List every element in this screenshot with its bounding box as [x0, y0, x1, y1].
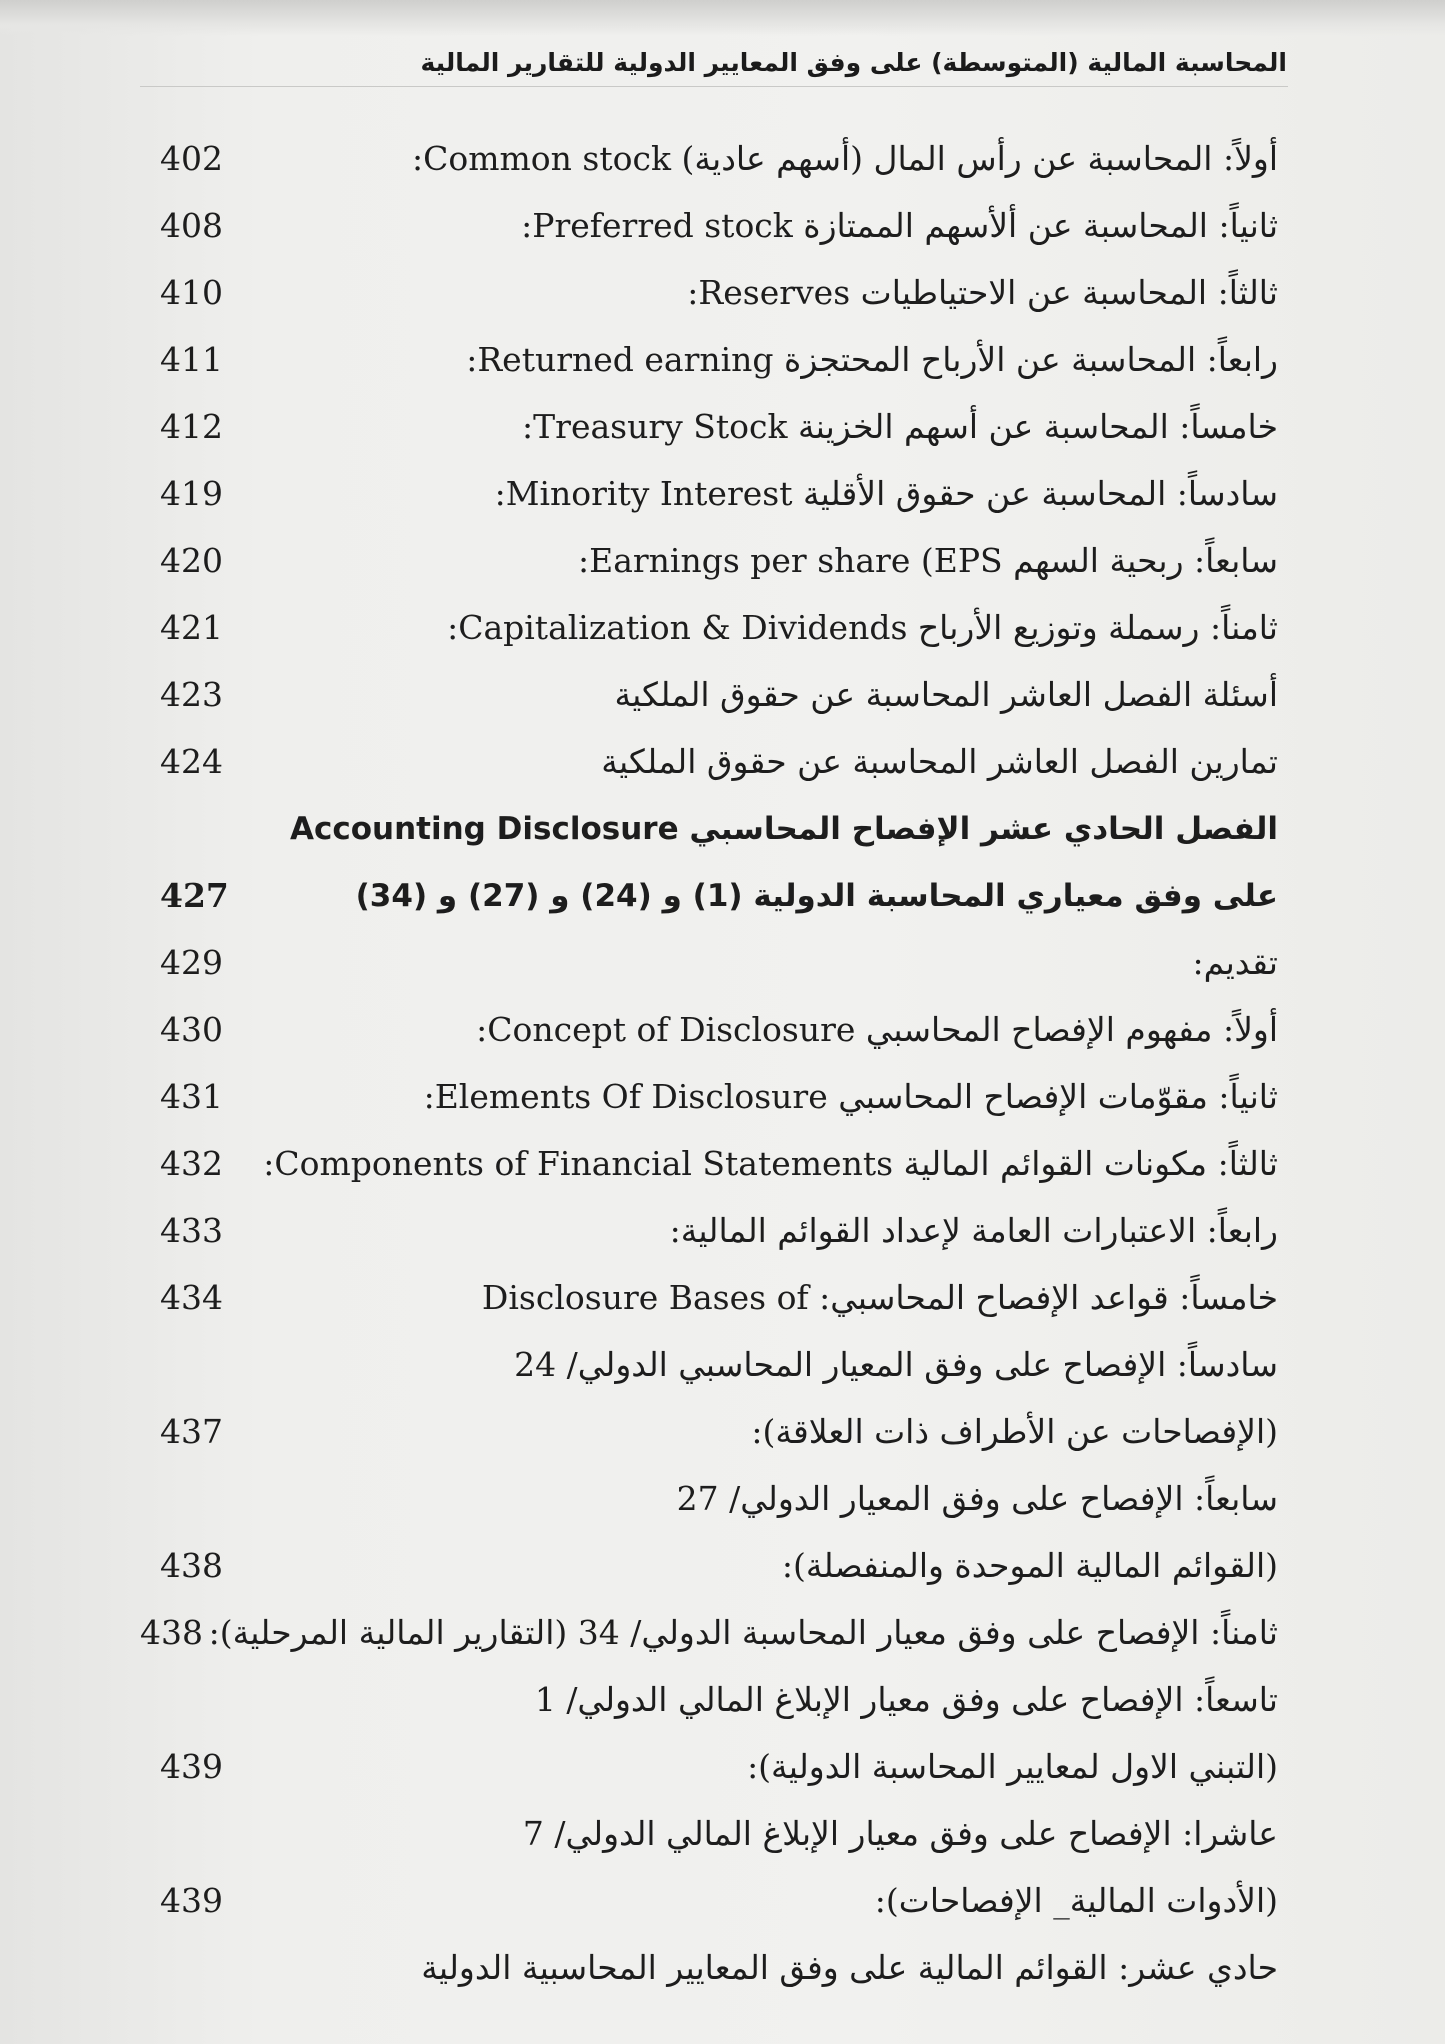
toc-entry-page: 424: [160, 742, 223, 781]
toc-entry-page: 438: [160, 1546, 223, 1585]
toc-entry-title: رابعاً: الاعتبارات العامة لإعداد القوائم المالية:: [669, 1211, 1278, 1250]
toc-entry-page: 437: [160, 1412, 223, 1451]
toc-entry-title: عاشرا: الإفصاح على وفق معيار الإبلاغ المالي الدولي/ 7: [522, 1814, 1278, 1853]
toc-entry-page: 432: [160, 1144, 223, 1183]
toc-entry-title: تاسعاً: الإفصاح على وفق معيار الإبلاغ المالي الدولي/ 1: [534, 1680, 1278, 1719]
toc-entry-page: 429: [160, 943, 223, 982]
toc-entry-title: أولاً: المحاسبة عن رأس المال (أسهم عادية) Common stock:: [411, 139, 1278, 178]
chapter-title: الفصل الحادي عشر الإفصاح المحاسبي Accounting Disclosure: [289, 811, 1278, 847]
toc-entry-page: 419: [160, 474, 223, 513]
toc-entry-page: 423: [160, 675, 223, 714]
toc-entry-page: 402: [160, 139, 223, 178]
toc-entry-page: 421: [160, 608, 223, 647]
toc-entry-page: 433: [160, 1211, 223, 1250]
toc-entry-page: 411: [160, 340, 223, 379]
toc-entry-title: (الإفصاحات عن الأطراف ذات العلاقة):: [751, 1412, 1278, 1451]
toc-entry-title: خامساً: المحاسبة عن أسهم الخزينة Treasury Stock:: [522, 407, 1278, 446]
toc-entry-page: 439: [160, 1747, 223, 1786]
toc-entry-page: 434: [160, 1278, 223, 1317]
toc-entry-page: 430: [160, 1010, 223, 1049]
toc-entry-title: ثامناً: رسملة وتوزيع الأرباح Capitalization & Dividends:: [447, 608, 1278, 647]
toc-entry-title: ثانياً: المحاسبة عن ألأسهم الممتازة Preferred stock:: [521, 206, 1278, 245]
toc-entry-title: سابعاً: ربحية السهم Earnings per share (EPS:: [578, 541, 1278, 580]
toc-entry-title: ثامناً: الإفصاح على وفق معيار المحاسبة الدولي/ 34 (التقارير المالية المرحلية):: [208, 1613, 1278, 1652]
toc-entry-title: أولاً: مفهوم الإفصاح المحاسبي Concept of Disclosure:: [476, 1010, 1278, 1049]
toc-entry-page: 412: [160, 407, 223, 446]
toc-entry-page: 427: [160, 876, 229, 915]
toc-entry-title: سابعاً: الإفصاح على وفق المعيار الدولي/ 27: [676, 1479, 1278, 1518]
toc-entry-title: (القوائم المالية الموحدة والمنفصلة):: [781, 1546, 1278, 1585]
toc-entry-page: 431: [160, 1077, 223, 1116]
toc-entry-page: 410: [160, 273, 223, 312]
chapter-subtitle: على وفق معياري المحاسبة الدولية (1) و (24) و (27) و (34): [355, 878, 1278, 914]
toc-entry-title: خامساً: قواعد الإفصاح المحاسبي: Disclosure Bases of: [481, 1278, 1278, 1317]
toc-entry-page: 420: [160, 541, 223, 580]
toc-entry-title: سادساً: الإفصاح على وفق المعيار المحاسبي الدولي/ 24: [514, 1345, 1278, 1384]
toc-entry-title: تقديم:: [1192, 943, 1278, 982]
toc-entry-page: 438: [140, 1613, 203, 1652]
toc-entry-title: (الأدوات المالية_ الإفصاحات):: [874, 1881, 1278, 1920]
running-header: المحاسبة المالية (المتوسطة) على وفق المعايير الدولية للتقارير المالية: [420, 48, 1287, 77]
toc-entry-title: حادي عشر: القوائم المالية على وفق المعايير المحاسبية الدولية: [421, 1948, 1278, 1987]
toc-entry-title: ثانياً: مقوّمات الإفصاح المحاسبي Elements Of Disclosure:: [423, 1077, 1278, 1116]
toc-entry-title: رابعاً: المحاسبة عن الأرباح المحتجزة Returned earning:: [466, 340, 1278, 379]
toc-entry-title: أسئلة الفصل العاشر المحاسبة عن حقوق الملكية: [614, 675, 1278, 714]
toc-entry-title: (التبني الاول لمعايير المحاسبة الدولية):: [747, 1747, 1278, 1786]
toc-entry-page: 439: [160, 1881, 223, 1920]
toc-entry-title: ثالثاً: المحاسبة عن الاحتياطيات Reserves:: [687, 273, 1278, 312]
toc-entry-title: ثالثاً: مكونات القوائم المالية Components of Financial Statements:: [263, 1144, 1278, 1183]
toc-entry-page: 408: [160, 206, 223, 245]
toc-entry-title: سادساً: المحاسبة عن حقوق الأقلية Minority Interest:: [494, 474, 1278, 513]
toc-entry-title: تمارين الفصل العاشر المحاسبة عن حقوق الملكية: [601, 742, 1278, 781]
